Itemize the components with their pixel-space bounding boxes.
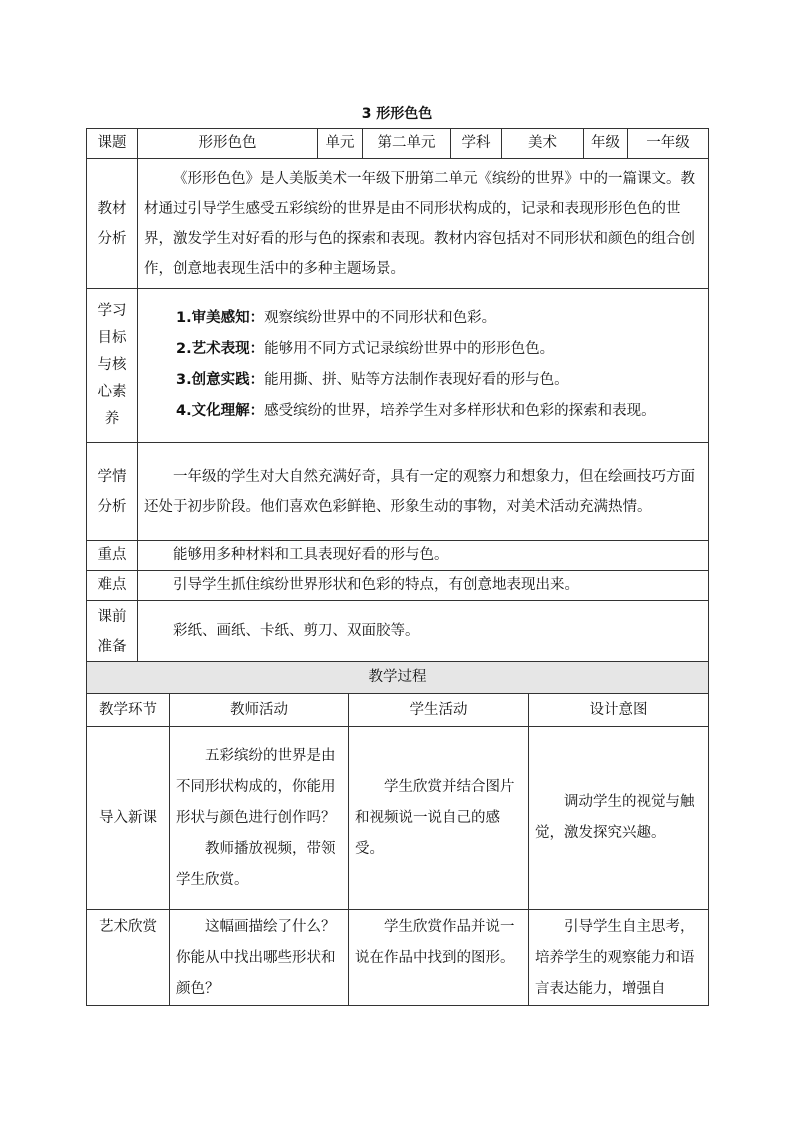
topic-label: 课题 <box>87 129 138 159</box>
column-header: 学生活动 <box>349 694 529 727</box>
topic-value: 形形色色 <box>138 129 318 159</box>
teacher-cell: 五彩缤纷的世界是由不同形状构成的，你能用形状与颜色进行创作吗？ 教师播放视频，带领学生欣赏。 <box>170 727 349 910</box>
grade-label: 年级 <box>584 129 628 159</box>
subject-label: 学科 <box>451 129 502 159</box>
column-header: 教学环节 <box>87 694 170 727</box>
grade-value: 一年级 <box>628 129 709 159</box>
column-header: 设计意图 <box>529 694 709 727</box>
unit-value: 第二单元 <box>363 129 451 159</box>
intent-cell: 调动学生的视觉与触觉，激发探究兴趣。 <box>529 727 709 910</box>
objective-item: 2.艺术表现：能够用不同方式记录缤纷世界中的形形色色。 <box>176 340 555 357</box>
unit-label: 单元 <box>318 129 363 159</box>
table-row <box>87 727 709 910</box>
stage-cell: 导入新课 <box>87 727 170 910</box>
preparation-text: 彩纸、画纸、卡纸、剪刀、双面胶等。 <box>138 601 709 663</box>
objectives-list <box>138 289 709 443</box>
key-point-text: 能够用多种材料和工具表现好看的形与色。 <box>138 541 709 571</box>
difficulty-text: 引导学生抓住缤纷世界形状和色彩的特点，有创意地表现出来。 <box>138 571 709 601</box>
preparation-label: 课前准备 <box>87 601 138 663</box>
material-label: 教材分析 <box>87 159 138 289</box>
column-header: 教师活动 <box>170 694 349 727</box>
objective-item: 1.审美感知：观察缤纷世界中的不同形状和色彩。 <box>176 309 497 326</box>
lesson-info-table <box>86 128 709 663</box>
objective-item: 3.创意实践：能用撕、拼、贴等方法制作表现好看的形与色。 <box>176 371 569 388</box>
student-cell: 学生欣赏并结合图片和视频说一说自己的感受。 <box>349 727 529 910</box>
students-label: 学情分析 <box>87 443 138 541</box>
stage-cell: 艺术欣赏 <box>87 910 170 1006</box>
page-title: 3 形形色色 <box>361 106 433 122</box>
material-text: 《形形色色》是人美版美术一年级下册第二单元《缤纷的世界》中的一篇课文。教材通过引导学生感受五彩缤纷的世界是由不同形状构成的，记录和表现形形色色的世界，激发学生对好看的形与色的探索和表现。教材内容包括对不同形状和颜色的组合创作，创意地表现生活中的多种主题场景。 <box>138 159 709 289</box>
table-row <box>87 910 709 1006</box>
objective-item: 4.文化理解：感受缤纷的世界，培养学生对多样形状和色彩的探索和表现。 <box>176 402 656 419</box>
intent-cell: 引导学生自主思考，培养学生的观察能力和语言表达能力，增强自 <box>529 910 709 1006</box>
process-heading: 教学过程 <box>87 662 709 694</box>
objectives-label: 学习目标与核心素养 <box>87 289 138 443</box>
subject-value: 美术 <box>502 129 584 159</box>
key-point-label: 重点 <box>87 541 138 571</box>
student-cell: 学生欣赏作品并说一说在作品中找到的图形。 <box>349 910 529 1006</box>
teacher-cell: 这幅画描绘了什么？你能从中找出哪些形状和颜色？ <box>170 910 349 1006</box>
students-text: 一年级的学生对大自然充满好奇，具有一定的观察力和想象力，但在绘画技巧方面还处于初步阶段。他们喜欢色彩鲜艳、形象生动的事物，对美术活动充满热情。 <box>138 443 709 541</box>
teaching-process-table <box>86 661 709 1006</box>
difficulty-label: 难点 <box>87 571 138 601</box>
